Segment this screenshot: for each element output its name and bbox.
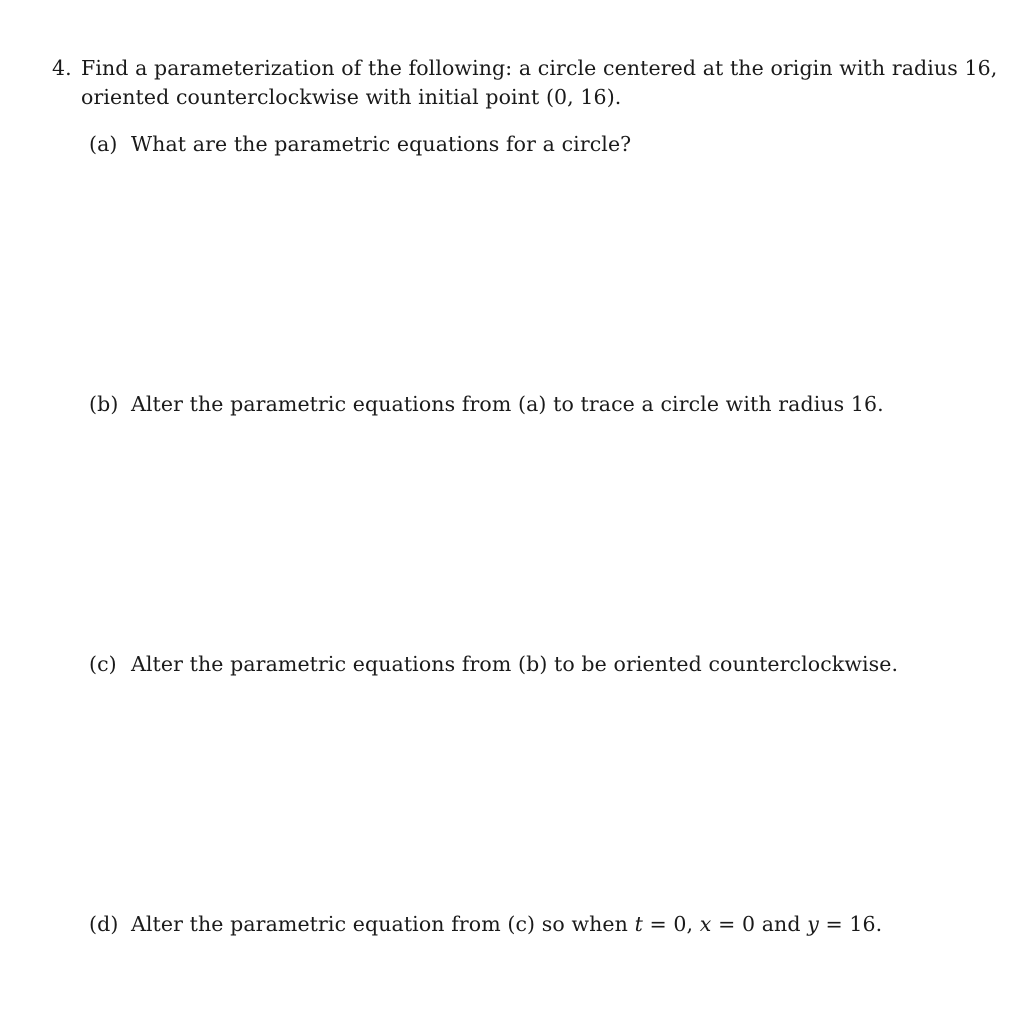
part-a: [89, 130, 631, 159]
problem-statement-line-2: oriented counterclockwise with initial point (0, 16).: [81, 85, 622, 109]
part-b-text: Alter the parametric equations from (a) to trace a circle with radius 16.: [131, 392, 884, 416]
math-variable-t: t: [634, 912, 643, 936]
equation-t-value: = 0,: [642, 912, 700, 936]
problem-number: 4.: [52, 56, 72, 80]
equation-x-value: = 0 and: [711, 912, 808, 936]
part-c: [89, 650, 898, 679]
problem-statement-line-1: Find a parameterization of the following: a circle centered at the origin with radius 16,: [81, 56, 998, 80]
part-d-text-before: Alter the parametric equation from (c) so when: [131, 912, 635, 936]
part-a-text: What are the parametric equations for a circle?: [131, 132, 632, 156]
part-c-label: (c): [89, 652, 117, 676]
part-d: [89, 910, 882, 939]
part-b: [89, 390, 884, 419]
part-a-label: (a): [89, 132, 118, 156]
math-variable-y: y: [807, 912, 819, 936]
equation-y-value: = 16.: [818, 912, 883, 936]
part-b-label: (b): [89, 392, 119, 416]
part-d-label: (d): [89, 912, 119, 936]
part-c-text: Alter the parametric equations from (b) to be oriented counterclockwise.: [131, 652, 899, 676]
math-variable-x: x: [699, 912, 712, 936]
